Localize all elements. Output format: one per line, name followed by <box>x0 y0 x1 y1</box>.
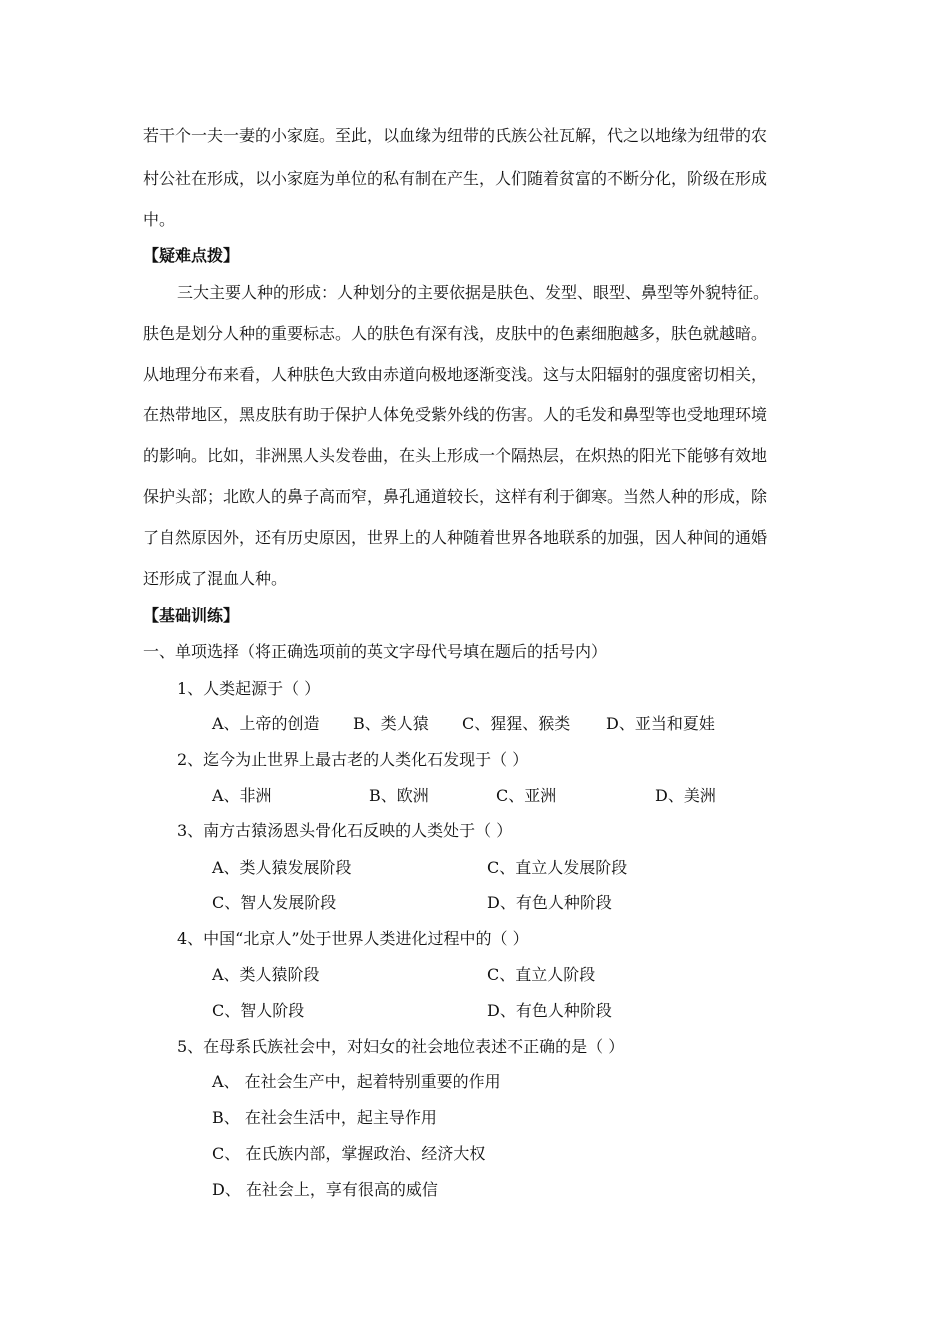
option-a: A、非洲 <box>212 786 272 805</box>
intro-line: 中。 <box>143 210 176 229</box>
difficulty-line: 了自然原因外，还有历史原因，世界上的人种随着世界各地联系的加强，因人种间的通婚 <box>143 528 768 547</box>
option-d: D、 在社会上，享有很高的威信 <box>212 1180 438 1199</box>
option-c: C、猩猩、猴类 <box>462 714 571 733</box>
question-stem: 1、人类起源于（ ） <box>177 679 321 698</box>
question-stem: 3、南方古猿汤恩头骨化石反映的人类处于（ ） <box>177 821 513 840</box>
question-stem: 2、迄今为止世界上最古老的人类化石发现于（ ） <box>177 750 529 769</box>
option-d: D、有色人种阶段 <box>487 893 612 912</box>
option-c: C、 在氏族内部，掌握政治、经济大权 <box>212 1144 486 1163</box>
option-d: D、亚当和夏娃 <box>606 714 715 733</box>
question-stem: 5、在母系氏族社会中，对妇女的社会地位表述不正确的是（ ） <box>177 1037 625 1056</box>
option-d: D、有色人种阶段 <box>487 1001 612 1020</box>
difficulty-line: 在热带地区，黑皮肤有助于保护人体免受紫外线的伤害。人的毛发和鼻型等也受地理环境 <box>143 405 768 424</box>
training-heading: 【基础训练】 <box>143 606 240 625</box>
intro-line: 村公社在形成，以小家庭为单位的私有制在产生，人们随着贫富的不断分化，阶级在形成 <box>143 169 768 188</box>
section-title: 一、单项选择（将正确选项前的英文字母代号填在题后的括号内） <box>143 642 608 661</box>
option-a: A、上帝的创造 <box>212 714 320 733</box>
option-c: C、智人发展阶段 <box>212 893 337 912</box>
option-b: B、类人猿 <box>353 714 429 733</box>
option-a: A、 在社会生产中，起着特别重要的作用 <box>212 1072 501 1091</box>
option-d: D、美洲 <box>655 786 716 805</box>
option-c: C、直立人阶段 <box>487 965 596 984</box>
option-a: A、类人猿发展阶段 <box>212 858 352 877</box>
option-b: B、欧洲 <box>369 786 429 805</box>
option-c: C、直立人发展阶段 <box>487 858 628 877</box>
intro-line: 若干个一夫一妻的小家庭。至此，以血缘为纽带的氏族公社瓦解，代之以地缘为纽带的农 <box>143 126 768 145</box>
question-stem: 4、中国“北京人”处于世界人类进化过程中的（ ） <box>177 929 529 948</box>
difficulty-line: 肤色是划分人种的重要标志。人的肤色有深有浅，皮肤中的色素细胞越多，肤色就越暗。 <box>143 324 768 343</box>
difficulty-line: 还形成了混血人种。 <box>143 569 288 588</box>
difficulty-heading: 【疑难点拨】 <box>143 246 240 265</box>
option-b: B、 在社会生活中，起主导作用 <box>212 1108 437 1127</box>
option-a: A、类人猿阶段 <box>212 965 320 984</box>
option-c: C、亚洲 <box>496 786 557 805</box>
difficulty-line: 从地理分布来看，人种肤色大致由赤道向极地逐渐变浅。这与太阳辐射的强度密切相关， <box>143 365 768 384</box>
difficulty-line: 三大主要人种的形成：人种划分的主要依据是肤色、发型、眼型、鼻型等外貌特征。 <box>177 283 770 302</box>
difficulty-line: 保护头部；北欧人的鼻子高而窄，鼻孔通道较长，这样有利于御寒。当然人种的形成，除 <box>143 487 768 506</box>
option-c: C、智人阶段 <box>212 1001 305 1020</box>
difficulty-line: 的影响。比如，非洲黑人头发卷曲，在头上形成一个隔热层，在炽热的阳光下能够有效地 <box>143 446 768 465</box>
